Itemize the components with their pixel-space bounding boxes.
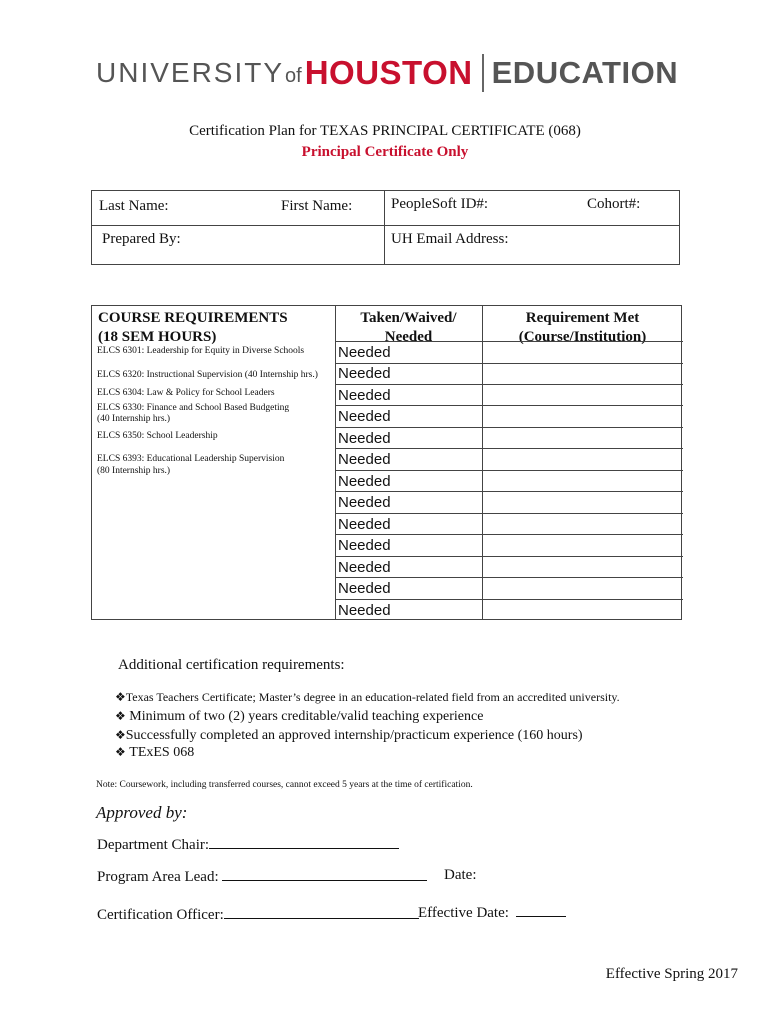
table-row	[335, 405, 683, 406]
status-cell[interactable]: Needed	[338, 451, 391, 468]
page-title: Certification Plan for TEXAS PRINCIPAL CERTIFICATE (068)	[189, 123, 581, 139]
last-name-field[interactable]: Last Name:	[99, 198, 169, 214]
prepared-by-field[interactable]: Prepared By:	[102, 231, 181, 247]
date-line[interactable]	[516, 903, 566, 917]
status-cell[interactable]: Needed	[338, 559, 391, 576]
logo-of-text: of	[285, 64, 302, 87]
course-item: ELCS 6330: Finance and School Based Budgeting	[97, 403, 290, 413]
course-item: ELCS 6304: Law & Policy for School Leaders	[97, 388, 275, 398]
col-divider-2	[482, 306, 483, 619]
status-cell[interactable]: Needed	[338, 537, 391, 554]
effective-date-field[interactable]: Effective Date:	[418, 903, 566, 922]
additional-requirements-heading: Additional certification requirements:	[118, 657, 345, 673]
department-chair-signature[interactable]: Department Chair:	[97, 835, 399, 854]
col-header-requirement-met: Requirement Met (Course/Institution)	[518, 310, 647, 345]
signature-line[interactable]	[222, 867, 427, 881]
status-cell[interactable]: Needed	[338, 494, 391, 511]
table-row	[335, 513, 683, 514]
course-item: ELCS 6301: Leadership for Equity in Diverse Schools	[97, 346, 305, 356]
logo-university-text: UNIVERSITY	[96, 57, 285, 88]
status-cell[interactable]: Needed	[338, 602, 391, 619]
logo-houston-text: HOUSTON	[304, 54, 473, 91]
course-item: ELCS 6350: School Leadership	[97, 431, 218, 441]
table-row	[335, 427, 683, 428]
col-divider-1	[335, 306, 336, 619]
course-item: ELCS 6393: Educational Leadership Supervision	[97, 454, 285, 464]
info-divider-horizontal	[92, 225, 679, 226]
diamond-bullet-icon: ❖	[115, 728, 126, 742]
col-header-course: COURSE REQUIREMENTS (18 SEM HOURS)	[98, 310, 288, 345]
status-cell[interactable]: Needed	[338, 387, 391, 404]
list-item: ❖ TExES 068	[115, 745, 195, 760]
list-item: ❖Successfully completed an approved internship/practicum experience (160 hours)	[115, 728, 583, 743]
table-row	[335, 384, 683, 385]
info-divider-vertical	[384, 191, 385, 264]
page-subtitle: Principal Certificate Only	[301, 144, 469, 160]
list-item: ❖ Minimum of two (2) years creditable/valid teaching experience	[115, 709, 484, 724]
certification-officer-signature[interactable]: Certification Officer:	[97, 905, 419, 924]
university-logo	[96, 50, 678, 96]
table-row	[335, 341, 683, 342]
logo-divider	[482, 54, 484, 92]
first-name-field[interactable]: First Name:	[281, 198, 353, 214]
table-row	[335, 599, 683, 600]
list-item: ❖Texas Teachers Certificate; Master’s degree in an education-related field from an accredited university.	[115, 690, 620, 704]
diamond-bullet-icon: ❖	[115, 690, 126, 704]
program-area-lead-signature[interactable]: Program Area Lead:	[97, 867, 427, 886]
table-row	[335, 470, 683, 471]
diamond-bullet-icon: ❖	[115, 709, 126, 723]
status-cell[interactable]: Needed	[338, 580, 391, 597]
course-requirements-table	[91, 305, 682, 620]
approved-by-heading: Approved by:	[96, 803, 188, 822]
course-item: (80 Internship hrs.)	[97, 466, 171, 476]
diamond-bullet-icon: ❖	[115, 745, 126, 759]
table-row	[335, 534, 683, 535]
table-row	[335, 577, 683, 578]
status-cell[interactable]: Needed	[338, 365, 391, 382]
col-header-status: Taken/Waived/ Needed	[360, 310, 457, 345]
table-row	[335, 491, 683, 492]
cohort-field[interactable]: Cohort#:	[587, 196, 641, 212]
peoplesoft-id-field[interactable]: PeopleSoft ID#:	[391, 196, 489, 212]
signature-line[interactable]	[224, 905, 419, 919]
status-cell[interactable]: Needed	[338, 344, 391, 361]
course-item: ELCS 6320: Instructional Supervision (40 Internship hrs.)	[97, 370, 318, 380]
coursework-note: Note: Coursework, including transferred courses, cannot exceed 5 years at the time of certification.	[96, 780, 473, 790]
date-field[interactable]: Date:	[444, 867, 477, 883]
effective-footer: Effective Spring 2017	[605, 966, 738, 982]
student-info-table	[91, 190, 680, 265]
table-row	[335, 448, 683, 449]
status-cell[interactable]: Needed	[338, 408, 391, 425]
status-cell[interactable]: Needed	[338, 430, 391, 447]
uh-email-field[interactable]: UH Email Address:	[391, 231, 509, 247]
logo-education-text: EDUCATION	[491, 55, 679, 90]
table-row	[335, 556, 683, 557]
course-item: (40 Internship hrs.)	[97, 414, 171, 424]
table-row	[335, 363, 683, 364]
signature-line[interactable]	[209, 835, 399, 849]
status-cell[interactable]: Needed	[338, 516, 391, 533]
status-cell[interactable]: Needed	[338, 473, 391, 490]
